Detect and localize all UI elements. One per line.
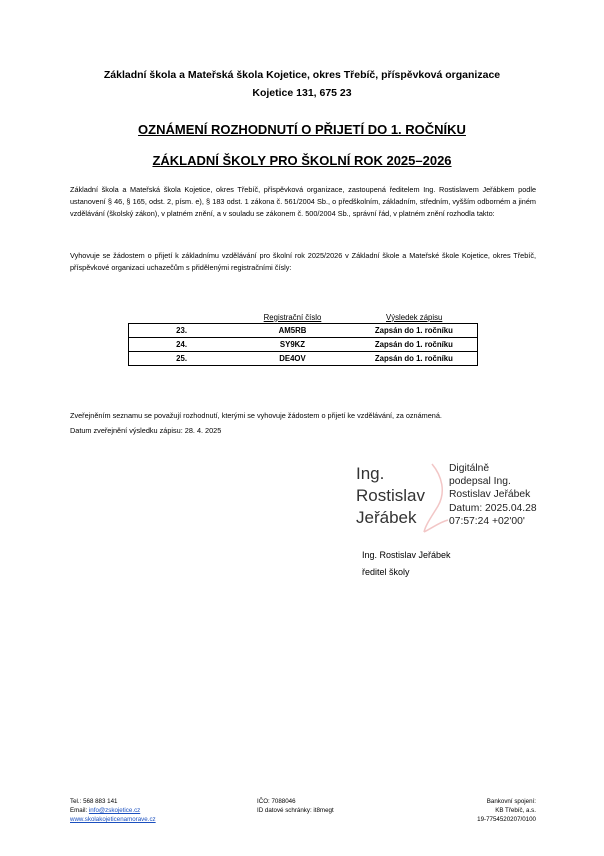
signature-info-line: Datum: 2025.04.28 bbox=[449, 502, 537, 514]
table-header-row bbox=[129, 311, 478, 324]
registration-code: AM5RB bbox=[234, 324, 351, 338]
footer-bank-name: KB Třebíč, a.s. bbox=[495, 807, 536, 814]
registration-code: DE4OV bbox=[234, 352, 351, 366]
publication-notice: Zveřejněním seznamu se považují rozhodnutí, kterými se vyhovuje žádostem o přijetí ke vzdělávání, za oznámená. bbox=[70, 411, 442, 420]
publication-date: Datum zveřejnění výsledku zápisu: 28. 4. 2025 bbox=[70, 426, 222, 435]
footer-email-label: Email: bbox=[70, 807, 89, 814]
school-name: Základní škola a Mateřská škola Kojetice, okres Třebíč, příspěvková organizace bbox=[103, 69, 501, 81]
enrollment-result: Zapsán do 1. ročníku bbox=[351, 352, 478, 366]
registration-table bbox=[128, 311, 478, 366]
table-row bbox=[129, 324, 478, 338]
signer-role: ředitel školy bbox=[362, 567, 410, 577]
signature-name-line: Jeřábek bbox=[356, 508, 417, 527]
table-header-index bbox=[129, 311, 235, 324]
footer-bank-label: Bankovní spojení: bbox=[486, 798, 536, 805]
row-number: 24. bbox=[129, 338, 235, 352]
digital-signature-name bbox=[356, 463, 425, 529]
enrollment-result: Zapsán do 1. ročníku bbox=[351, 338, 478, 352]
signature-info-line: Rostislav Jeřábek bbox=[449, 489, 531, 501]
footer-bank bbox=[477, 797, 536, 824]
footer-bank-account: 19-7754520207/0100 bbox=[477, 816, 536, 823]
footer-email-line bbox=[70, 806, 156, 815]
footer-ico: IČO: 7088046 bbox=[257, 798, 296, 805]
signature-name-line: Rostislav bbox=[356, 486, 425, 505]
enrollment-result: Zapsán do 1. ročníku bbox=[351, 324, 478, 338]
footer-contact bbox=[70, 797, 156, 824]
table-row bbox=[129, 338, 478, 352]
document-title-line1: OZNÁMENÍ ROZHODNUTÍ O PŘIJETÍ DO 1. ROČNÍKU bbox=[138, 122, 466, 137]
signature-info-line: Digitálně bbox=[449, 463, 490, 474]
signature-mark-icon bbox=[418, 462, 450, 534]
signature-name-line: Ing. bbox=[356, 464, 385, 483]
table-header-result: Výsledek zápisu bbox=[386, 312, 443, 322]
table-row bbox=[129, 352, 478, 366]
footer-data-box: ID datové schránky: it8megt bbox=[257, 807, 334, 814]
registration-code: SY9KZ bbox=[234, 338, 351, 352]
digital-signature-info bbox=[449, 462, 537, 528]
footer-website-link[interactable]: www.skolakojeticenamorave.cz bbox=[70, 816, 156, 823]
document-title-line2: ZÁKLADNÍ ŠKOLY PRO ŠKOLNÍ ROK 2025–2026 bbox=[152, 153, 452, 168]
footer-ids bbox=[257, 797, 334, 815]
school-address: Kojetice 131, 675 23 bbox=[252, 87, 352, 99]
row-number: 23. bbox=[129, 324, 235, 338]
footer-phone: Tel.: 568 883 141 bbox=[70, 798, 118, 805]
table-header-registration: Registrační číslo bbox=[263, 312, 322, 322]
row-number: 25. bbox=[129, 352, 235, 366]
signature-info-line: 07:57:24 +02'00' bbox=[449, 515, 525, 527]
signer-name: Ing. Rostislav Jeřábek bbox=[362, 550, 451, 560]
decision-paragraph: Základní škola a Mateřská škola Kojetice, okres Třebíč, příspěvková organizace, zastoupená ředitelem Ing. Rostislavem Jeřábkem podle ustanovení § 46, § 165, odst. 2, písm. e), § 183 odst. 1 zákona č. 561/2004 Sb., o předškolním, základním, středním, vyšším odborném a jiném vzdělávání (školský zákon), v platném znění, a v souladu se zákonem č. 500/2004 Sb., správní řád, v platném znění rozhodla takto: bbox=[70, 185, 536, 218]
footer-email-link[interactable]: info@zskojetice.cz bbox=[88, 807, 141, 814]
acceptance-paragraph: Vyhovuje se žádostem o přijetí k základnímu vzdělávání pro školní rok 2025/2026 v Základní škole a Mateřské škole Kojetice, okres Třebíč, příspěvkové organizaci uchazečům s přidělenými registračními čísly: bbox=[70, 251, 536, 272]
signature-info-line: podepsal Ing. bbox=[449, 476, 511, 488]
